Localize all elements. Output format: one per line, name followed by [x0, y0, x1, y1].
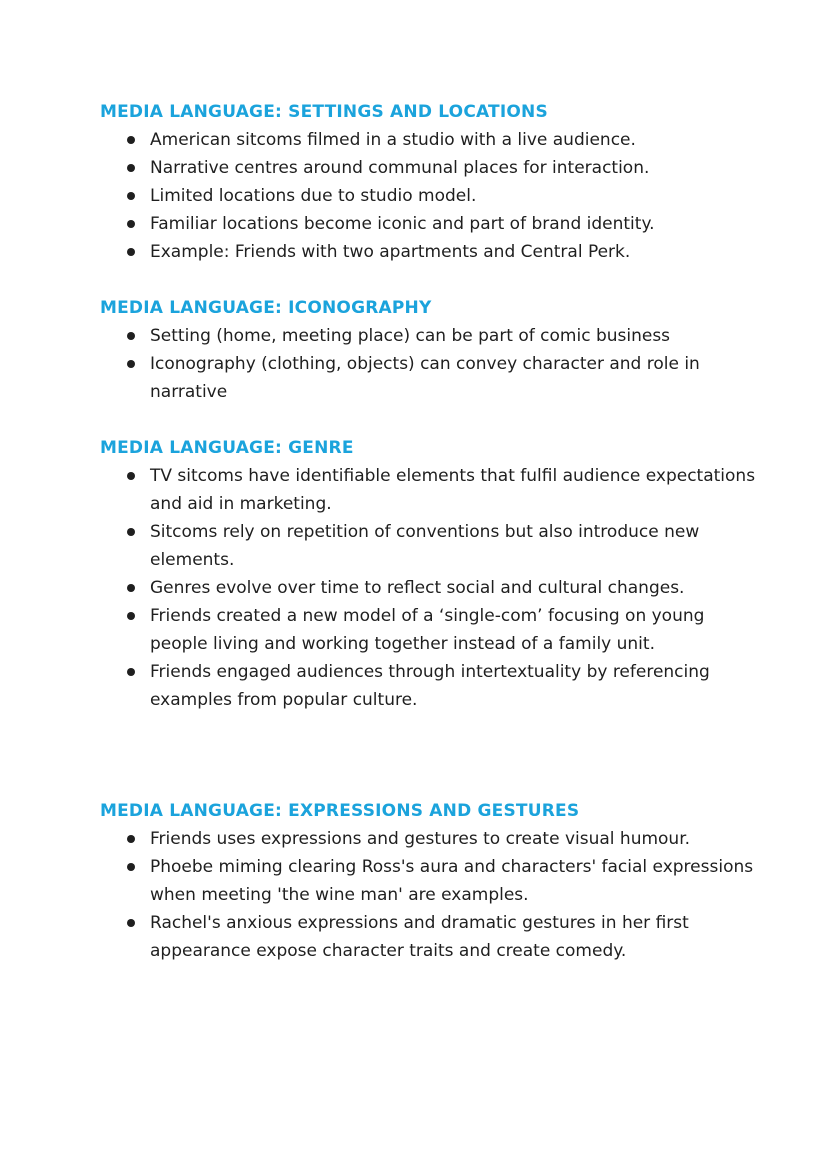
bullet-icon: [127, 136, 135, 144]
list-item: [100, 154, 760, 182]
list-item-text: Friends engaged audiences through intertextuality by referencing examples from popular culture.: [150, 662, 710, 710]
bullet-icon: [127, 248, 135, 256]
list-item: [100, 210, 760, 238]
list-item: [100, 853, 760, 909]
section-genre: [100, 434, 760, 714]
bullet-list: [100, 126, 760, 266]
list-item: [100, 574, 760, 602]
list-item: [100, 825, 760, 853]
list-item: [100, 658, 760, 714]
list-item-text: Setting (home, meeting place) can be part of comic business: [150, 326, 671, 346]
list-item: [100, 602, 760, 658]
bullet-icon: [127, 835, 135, 843]
list-item-text: Familiar locations become iconic and part of brand identity.: [150, 214, 655, 234]
bullet-list: [100, 462, 760, 714]
list-item-text: Friends uses expressions and gestures to create visual humour.: [150, 829, 691, 849]
bullet-icon: [127, 863, 135, 871]
bullet-icon: [127, 472, 135, 480]
list-item-text: Example: Friends with two apartments and Central Perk.: [150, 242, 631, 262]
list-item-text: Limited locations due to studio model.: [150, 186, 477, 206]
bullet-icon: [127, 192, 135, 200]
bullet-icon: [127, 220, 135, 228]
bullet-icon: [127, 332, 135, 340]
list-item: [100, 909, 760, 965]
list-item: [100, 182, 760, 210]
section-expressions-and-gestures: [100, 797, 760, 965]
section-iconography: [100, 294, 760, 406]
section-heading: MEDIA LANGUAGE: SETTINGS AND LOCATIONS: [100, 102, 548, 122]
bullet-icon: [127, 528, 135, 536]
section-settings-and-locations: [100, 98, 760, 266]
section-heading: MEDIA LANGUAGE: ICONOGRAPHY: [100, 298, 432, 318]
list-item: [100, 126, 760, 154]
bullet-icon: [127, 612, 135, 620]
list-item: [100, 462, 760, 518]
list-item: [100, 322, 760, 350]
section-heading: MEDIA LANGUAGE: EXPRESSIONS AND GESTURES: [100, 801, 580, 821]
list-item-text: Genres evolve over time to reflect social and cultural changes.: [150, 578, 685, 598]
list-item-text: Rachel's anxious expressions and dramatic gestures in her first appearance expose character traits and create comedy.: [150, 913, 689, 961]
list-item: [100, 350, 760, 406]
list-item-text: Sitcoms rely on repetition of conventions but also introduce new elements.: [150, 522, 700, 570]
list-item-text: Narrative centres around communal places for interaction.: [150, 158, 650, 178]
bullet-icon: [127, 584, 135, 592]
list-item-text: American sitcoms filmed in a studio with a live audience.: [150, 130, 636, 150]
list-item: [100, 238, 760, 266]
list-item-text: Phoebe miming clearing Ross's aura and characters' facial expressions when meeting 'the wine man' are examples.: [150, 857, 754, 905]
bullet-icon: [127, 668, 135, 676]
section-heading: MEDIA LANGUAGE: GENRE: [100, 438, 354, 458]
bullet-icon: [127, 164, 135, 172]
bullet-list: [100, 825, 760, 965]
bullet-icon: [127, 919, 135, 927]
bullet-icon: [127, 360, 135, 368]
list-item-text: Iconography (clothing, objects) can convey character and role in narrative: [150, 354, 700, 402]
list-item: [100, 518, 760, 574]
bullet-list: [100, 322, 760, 406]
list-item-text: Friends created a new model of a ‘single-com’ focusing on young people living and working together instead of a family unit.: [150, 606, 705, 654]
list-item-text: TV sitcoms have identifiable elements that fulfil audience expectations and aid in marketing.: [150, 466, 756, 514]
